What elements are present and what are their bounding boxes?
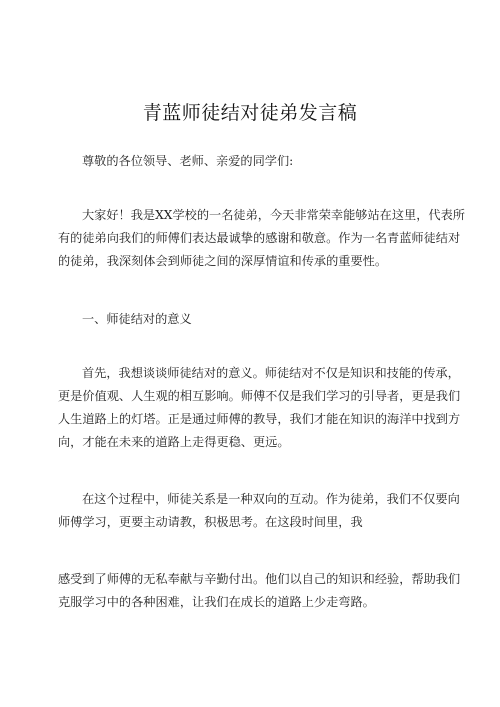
paragraph-line: 感受到了师傅的无私奉献与辛勤付出。他们以自己的知识和经验，帮助我们 [58,572,461,586]
section-heading-text: 一、师徒结对的意义 [82,312,192,326]
greeting [58,150,454,173]
greeting-line: 尊敬的各位领导、老师、亲爱的同学们: [82,154,294,168]
paragraph-interaction [58,488,460,534]
paragraph-meaning [58,362,461,454]
paragraph-line: 大家好！我是XX学校的一名徒弟，今天非常荣幸能够站在这里，代表所 [82,208,465,222]
intro-paragraph [58,204,465,273]
paragraph-line: 首先，我想谈谈师徒结对的意义。师徒结对不仅是知识和技能的传承， [82,366,460,380]
paragraph-line: 更是价值观、人生观的相互影响。师傅不仅是我们学习的引导者，更是我们 [58,389,461,403]
paragraph-line: 的徒弟，我深刻体会到师徒之间的深厚情谊和传承的重要性。 [58,254,388,268]
paragraph-gratitude [58,568,461,614]
document-title: 青蓝师徒结对徒弟发言稿 [142,102,358,124]
paragraph-line: 向，才能在未来的道路上走得更稳、更远。 [58,435,290,449]
paragraph-line: 师傅学习，更要主动请教，积极思考。在这段时间里，我 [58,515,363,529]
paragraph-line: 在这个过程中，师徒关系是一种双向的互动。作为徒弟，我们不仅要向 [82,492,460,506]
paragraph-line: 人生道路上的灯塔。正是通过师傅的教导，我们才能在知识的海洋中找到方 [58,412,461,426]
section-heading [58,308,454,331]
paragraph-line: 有的徒弟向我们的师傅们表达最诚挚的感谢和敬意。作为一名青蓝师徒结对 [58,231,461,245]
paragraph-line: 克服学习中的各种困难，让我们在成长的道路上少走弯路。 [58,595,375,609]
